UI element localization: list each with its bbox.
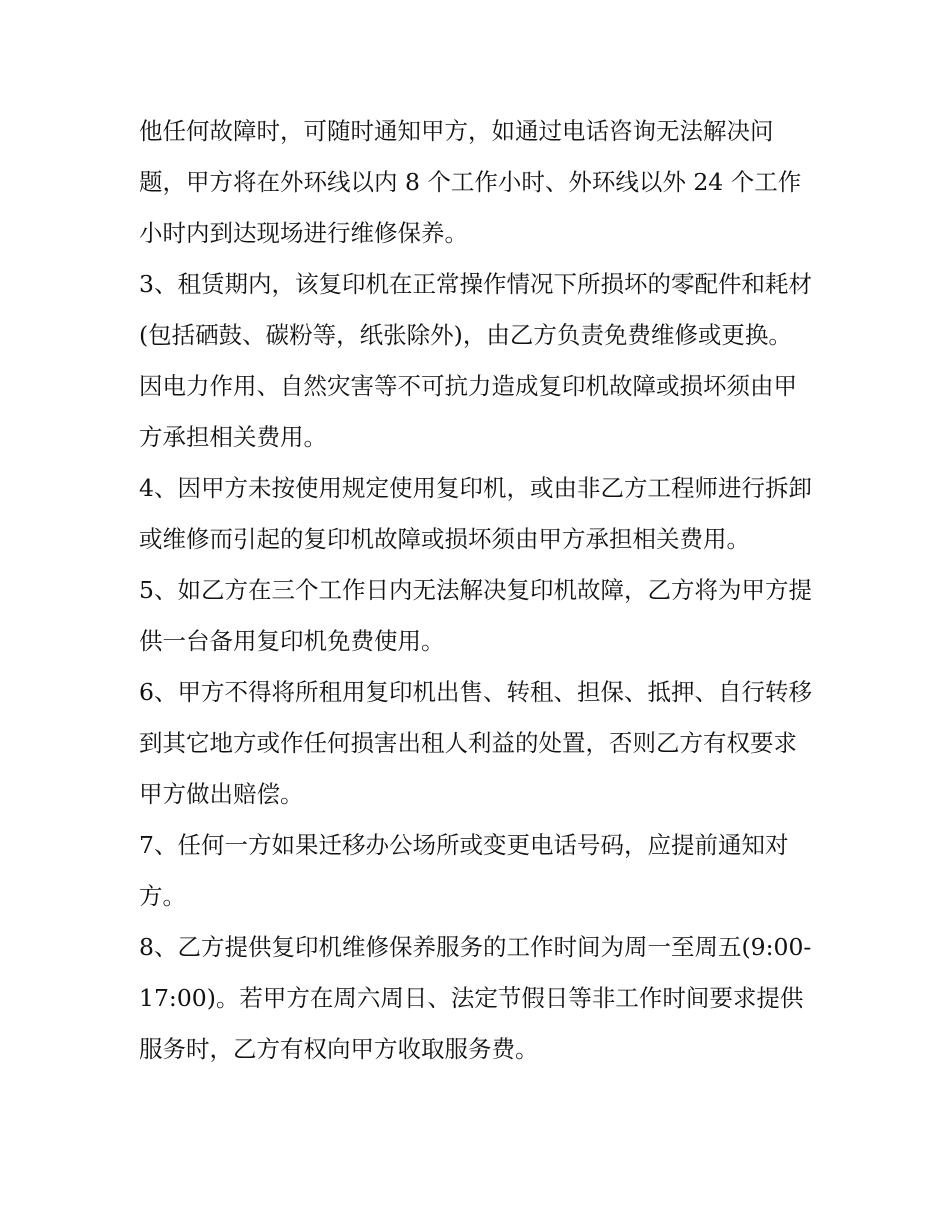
document-body [139,106,815,1075]
paragraph-continuation: 他任何故障时，可随时通知甲方，如通过电话咨询无法解决问题，甲方将在外环线以内 8 个工作小时、外环线以外 24 个工作小时内到达现场进行维修保养。 [139,117,802,247]
paragraph-clause-6: 6、甲方不得将所租用复印机出售、转租、担保、抵押、自行转移到其它地方或作任何损害出租人利益的处置，否则乙方有权要求甲方做出赔偿。 [139,678,812,808]
paragraph-clause-5: 5、如乙方在三个工作日内无法解决复印机故障，乙方将为甲方提供一台备用复印机免费使用。 [139,576,812,655]
paragraph-clause-4: 4、因甲方未按使用规定使用复印机，或由非乙方工程师进行拆卸或维修而引起的复印机故障或损坏须由甲方承担相关费用。 [139,474,812,553]
paragraph-clause-7: 7、任何一方如果迁移办公场所或变更电话号码，应提前通知对方。 [139,831,789,910]
paragraph-clause-8: 8、乙方提供复印机维修保养服务的工作时间为周一至周五(9:00-17:00)。若甲方在周六周日、法定节假日等非工作时间要求提供服务时，乙方有权向甲方收取服务费。 [139,933,812,1063]
paragraph-clause-3: 3、租赁期内，该复印机在正常操作情况下所损坏的零配件和耗材(包括硒鼓、碳粉等，纸张除外)，由乙方负责免费维修或更换。因电力作用、自然灾害等不可抗力造成复印机故障或损坏须由甲方承担相关费用。 [139,270,812,451]
